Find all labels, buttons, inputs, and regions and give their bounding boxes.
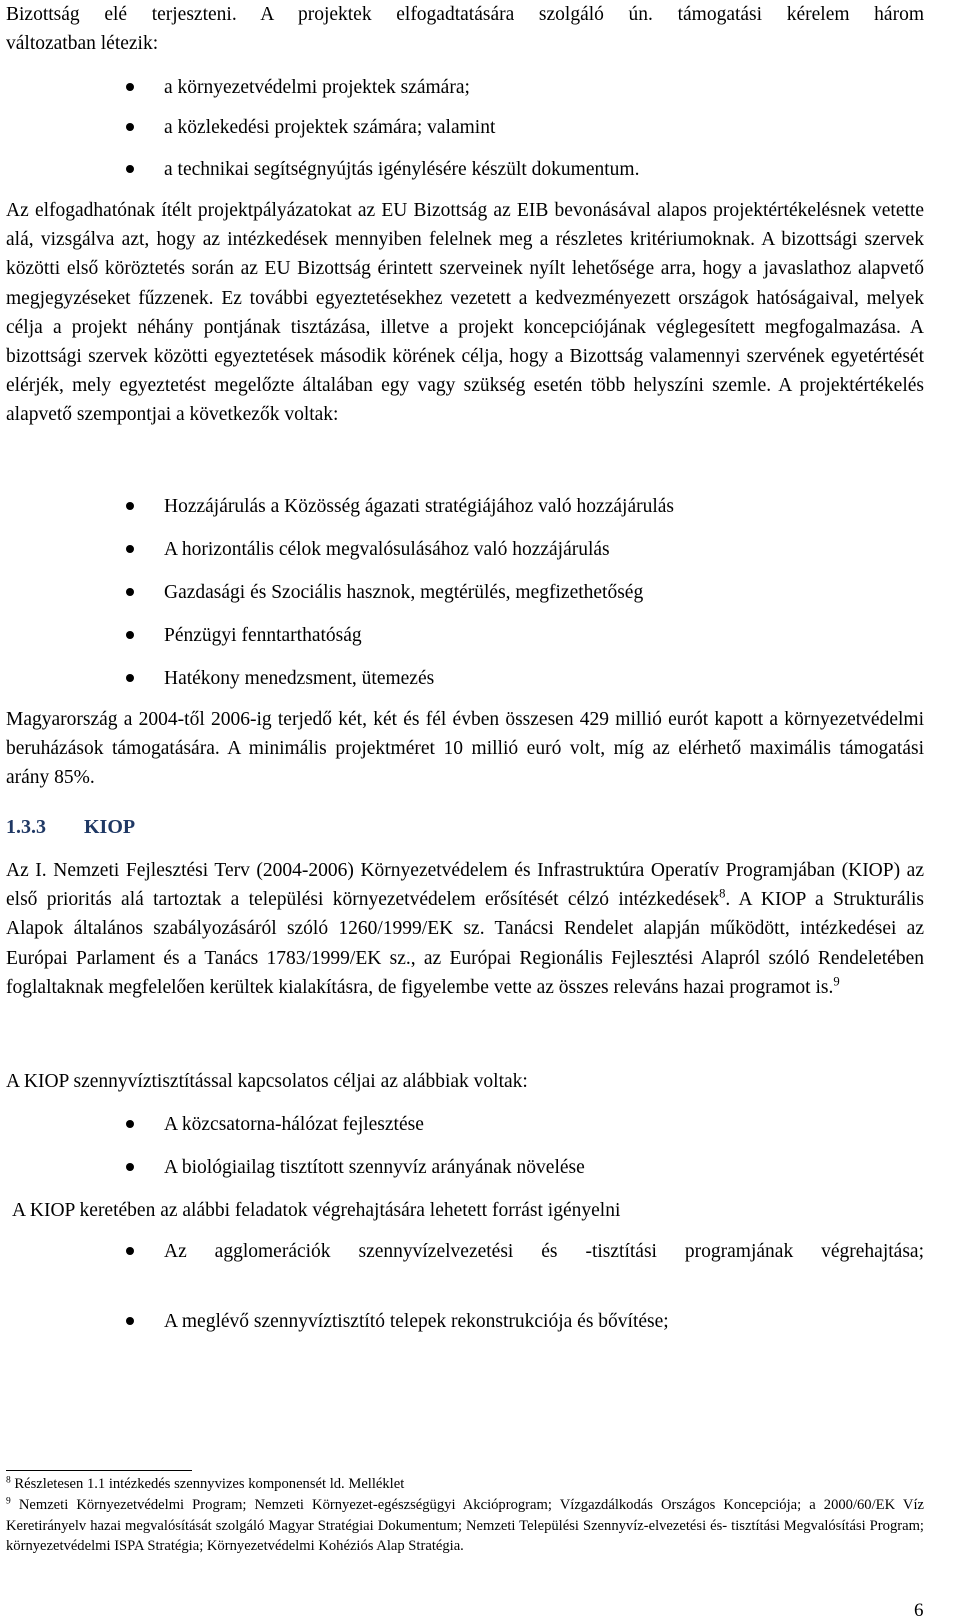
funding-paragraph: Magyarország a 2004-től 2006-ig terjedő két, két és fél évben összesen 429 millió eurót kapott a környezetvédelmi beruházások támogatására. A minimális projektméret 10 millió euró volt, míg az elérhető maximális támogatási arány 85%. [6, 709, 924, 789]
list-item-criterion-4: Pénzügyi fenntarthatóság [164, 623, 924, 649]
intro-line-2: változatban létezik: [6, 33, 159, 54]
section-heading [6, 816, 135, 839]
kiop-paragraph-text-1: Az I. Nemzeti Fejlesztési Terv (2004-2006) Környezetvédelem és Infrastruktúra Operatív Programjában (KIOP) az első prioritás alá tartoztak a települési környezetvédelem erősítését célzó intézkedések [6, 860, 924, 911]
section-title: KIOP [84, 816, 136, 838]
section-number: 1.3.3 [6, 816, 46, 838]
list-item-criterion-1: Hozzájárulás a Közösség ágazati stratégiájához való hozzájárulás [164, 494, 924, 520]
list-item-task-1 [164, 1239, 924, 1265]
list-item-variant-1: a környezetvédelmi projektek számára; [164, 75, 924, 101]
list-item-criterion-5: Hatékony menedzsment, ütemezés [164, 666, 924, 692]
footnote-ref-8: 8 [719, 886, 726, 901]
kiop-paragraph [6, 856, 924, 1002]
wastewater-intro: A KIOP szennyvíztisztítással kapcsolatos céljai az alábbiak voltak: [6, 1071, 528, 1092]
footnote-9-number: 9 [6, 1496, 11, 1507]
footnote-9 [6, 1495, 924, 1557]
page-number: 6 [914, 1600, 924, 1621]
footnote-ref-9: 9 [833, 974, 840, 989]
footnote-separator [6, 1470, 192, 1471]
footnote-8 [6, 1474, 924, 1495]
list-item-criterion-2: A horizontális célok megvalósulásához való hozzájárulás [164, 537, 924, 563]
footnote-8-number: 8 [6, 1475, 11, 1486]
list-item-criterion-3: Gazdasági és Szociális hasznok, megtérülés, megfizethetőség [164, 580, 924, 606]
evaluation-paragraph: Az elfogadhatónak ítélt projektpályázatokat az EU Bizottság az EIB bevonásával alapos projektértékelésnek vetette alá, vizsgálva azt, hogy az intézkedések mennyiben felelnek meg a részletes kritériumoknak. A bizottsági szervek közötti első köröztetés során az EU Bizottság érintett szerveinek nyílt lehetősége arra, hogy a javaslathoz alapvető megjegyzéseket fűzzenek. Ez további egyeztetésekhez vezetett a kedvezményezett országok hatóságaival, melyek célja a projekt néhány pontjának tisztázása, illetve a projekt koncepciójának véglegesített megfogalmazása. A bizottsági szervek közötti egyeztetések második körének célja, hogy a Bizottság valamennyi szervének egyetértését elérjék, mely egyeztetést megelőzte általában egy vagy szükség esetén több helyszíni szemle. A projektértékelés alapvető szempontjai a következők voltak: [6, 200, 924, 426]
list-item-wastewater-goal-1: A közcsatorna-hálózat fejlesztése [164, 1112, 924, 1138]
tasks-intro: A KIOP keretében az alábbi feladatok végrehajtására lehetett forrást igényelni [12, 1200, 621, 1221]
list-item-variant-3: a technikai segítségnyújtás igénylésére készült dokumentum. [164, 157, 924, 183]
kiop-paragraph-text-2: . A KIOP a Strukturális Alapok általános szabályozásáról szóló 1260/1999/EK sz. Tanácsi Rendelet alapján működött, intézkedései az Európai Parlament és a Tanács 1783/1999/EK sz., az Európai Regionális Fejlesztési Alapról szóló Rendeletében foglaltaknak megfelelően kerültek kialakításra, de figyelembe vette az összes releváns hazai programot is. [6, 889, 924, 998]
footnote-9-text: Nemzeti Környezetvédelmi Program; Nemzeti Környezet-egészségügyi Akcióprogram; Vízgazdálkodás Országos Koncepciója; a 2000/60/EK Víz Keretirányelv hazai megvalósítását szolgáló Magyar Stratégiai Dokumentum; Nemzeti Települési Szennyvíz-elvezetési és- tisztítási Megvalósítási Program; környezetvédelmi ISPA Stratégia; Környezetvédelmi Kohéziós Alap Stratégia. [6, 1497, 924, 1554]
intro-line-1: Bizottság elé terjeszteni. A projektek elfogadtatására szolgáló ún. támogatási kérelem három [6, 4, 924, 25]
list-item-variant-2: a közlekedési projektek számára; valamint [164, 115, 924, 141]
list-item-task-2: A meglévő szennyvíztisztító telepek rekonstrukciója és bővítése; [164, 1309, 924, 1335]
task-1-text: Az agglomerációk szennyvízelvezetési és -tisztítási programjának végrehajtása; [164, 1241, 924, 1262]
footnote-8-text: Részletesen 1.1 intézkedés szennyvizes komponensét ld. Melléklet [14, 1476, 405, 1492]
list-item-wastewater-goal-2: A biológiailag tisztított szennyvíz arányának növelése [164, 1155, 924, 1181]
